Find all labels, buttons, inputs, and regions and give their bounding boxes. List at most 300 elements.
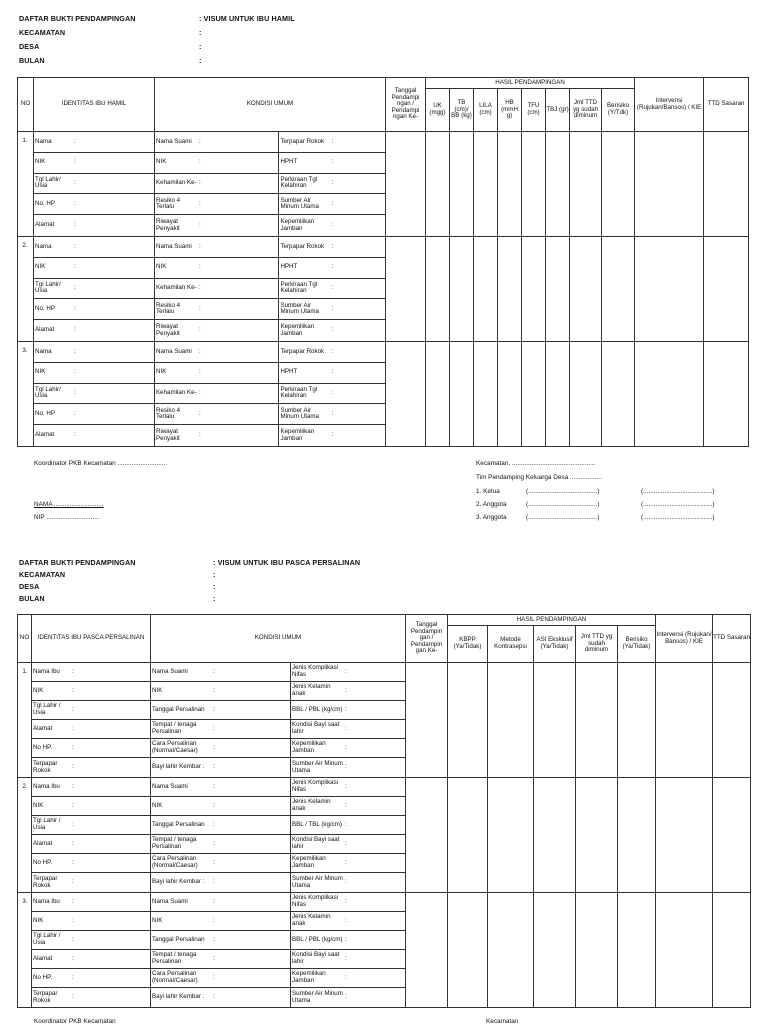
- f1-entry-cell: [546, 236, 570, 341]
- f1-kondisi-label: HPHT: [280, 263, 298, 271]
- f1-col-kondisi: KONDISI UMUM: [155, 78, 386, 132]
- f2-kondisi-a-cell-colon: :: [213, 667, 215, 675]
- f1-identitas-cell-label: Tgl Lahir/ Usia: [35, 175, 61, 190]
- f2-col-hasil: HASIL PENDAMPINGAN: [448, 615, 656, 626]
- f1-col-hb: HB (mmH g): [498, 89, 522, 132]
- f2-identitas-cell-colon: :: [72, 878, 74, 886]
- f1-kondisi-line: [279, 153, 385, 174]
- f2-kondisi-b-cell-colon: :: [345, 743, 347, 751]
- f1-kondisi-colon: :: [331, 137, 334, 145]
- f1-kondisi-label: Sumber Air Minum Utama: [280, 406, 319, 421]
- f1-identitas-cell-line: [34, 153, 154, 174]
- f2-kondisi-a-cell-label: Tanggal Persalinan: [152, 820, 205, 828]
- f2-kondisi-b-cell-colon: :: [345, 935, 347, 943]
- f2-kondisi-a-cell-label: Cara Persalinan (Normal/Caesar): [152, 970, 198, 984]
- form2-kecamatan-colon: :: [213, 570, 216, 579]
- f1-identitas-cell-line: [34, 279, 154, 300]
- f2-kondisi-a-cell-line: [151, 720, 290, 739]
- f1-identitas-cell-colon: :: [74, 304, 76, 312]
- f1-identitas-cell-label: NIK: [35, 263, 46, 271]
- f1-identitas-cell-line: [34, 320, 154, 341]
- f2-kondisi-a-cell-line: [151, 778, 290, 797]
- f2-identitas-cell-line: [32, 797, 150, 816]
- f2-kondisi-a-cell-label: Tanggal Persalinan: [152, 705, 205, 713]
- f1-identitas-cell-line: [34, 194, 154, 215]
- f2-identitas-cell-line: [32, 739, 150, 758]
- f2-entry-cell: [576, 893, 618, 1008]
- f1-kondisi-label: Sumber Air Minum Utama: [280, 301, 319, 316]
- f2-kondisi-a-cell-label: Tempat / tenaga Persalinan: [152, 721, 197, 735]
- f1-kecamatan: Kecamatan, ...............................................: [476, 460, 596, 467]
- f1-kondisi-label: Riwayat Penyakit: [156, 427, 180, 442]
- f2-kondisi-b-cell-colon: :: [345, 686, 347, 694]
- f1-kondisi-colon: :: [331, 199, 334, 207]
- f2-kondisi-a-cell-line: [151, 816, 290, 835]
- f2-identitas-cell-line: [32, 912, 150, 931]
- f1-identitas-cell-line: [34, 174, 154, 195]
- f2-identitas-cell-label: Terpapar Rokok: [33, 759, 58, 774]
- f2-kondisi-b-cell-label: Kondisi Bayi saat lahir: [292, 836, 340, 850]
- f1-entry-cell: [522, 236, 546, 341]
- f2-kondisi-a-cell-line: [151, 701, 290, 720]
- f1-identitas-cell-label: No. HP: [35, 304, 55, 312]
- f2-kondisi-a-cell: [151, 893, 291, 1008]
- f2-entry-cell: [534, 893, 576, 1008]
- f2-kondisi-b-cell-line: [291, 720, 405, 739]
- f2-row-number-text: 2.: [22, 783, 28, 790]
- f2-kondisi-a-cell-line: [151, 912, 290, 931]
- f2-kondisi-a-cell-label: NIK: [152, 916, 163, 924]
- f2-kondisi-a-cell-label: Cara Persalinan (Normal/Caesar): [152, 740, 198, 754]
- f1-kondisi-line: [155, 174, 278, 195]
- f2-col-intervensi: Intervensi (Rujukan/ Bansos) / KIE: [656, 615, 713, 663]
- f1-entry-cell: [474, 132, 498, 237]
- f1-kondisi-colon: :: [199, 263, 201, 271]
- f2-identitas-cell: [32, 893, 151, 1008]
- f1-entry-cell: [498, 341, 522, 446]
- f2-kondisi-a-cell-label: NIK: [152, 686, 163, 694]
- f1-kondisi-colon: :: [199, 179, 201, 187]
- f1-identitas-cell-colon: :: [74, 389, 76, 397]
- f2-kondisi-a-cell-colon: :: [213, 820, 215, 828]
- f1-kondisi-b: [279, 132, 385, 236]
- f2-kondisi-a-cell-colon: :: [213, 878, 215, 886]
- f1-col-hasil: HASIL PENDAMPINGAN: [426, 78, 635, 89]
- f2-row-number-text: 3.: [22, 898, 28, 905]
- f1-kondisi-colon: :: [331, 179, 334, 187]
- f2-kondisi-b-cell-label: Jenis Kelamin anak: [292, 798, 331, 812]
- f2-kondisi-b-cell-line: [291, 778, 405, 797]
- f2-identitas-cell-label: Alamat: [33, 839, 53, 847]
- f1-entry-cell: [546, 341, 570, 446]
- f1-kondisi-colon: :: [199, 304, 201, 312]
- f1-identitas-cell-colon: :: [74, 242, 76, 250]
- f1-kondisi-line: [155, 384, 278, 405]
- form1-table: [17, 77, 749, 447]
- f1-kondisi-a: [155, 237, 279, 341]
- f1-identitas-cell-colon: :: [74, 199, 76, 207]
- f1-identitas-cell-line: [34, 363, 154, 384]
- f2-entry-cell: [406, 893, 448, 1008]
- f1-kondisi-line: [155, 132, 278, 153]
- f2-identitas-cell-label: Nama Ibu: [33, 667, 60, 675]
- form1-kecamatan-label: KECAMATAN: [19, 28, 66, 37]
- f1-kondisi-colon: :: [199, 409, 201, 417]
- f2-identitas-cell-label: Alamat: [33, 954, 53, 962]
- f1-col-tbj: TBJ (gr): [546, 89, 570, 132]
- f2-identitas-cell-colon: :: [72, 935, 74, 943]
- f2-kondisi-b-cell-colon: :: [345, 839, 347, 847]
- f2-kondisi-a-cell-colon: :: [213, 973, 215, 981]
- f2-kondisi-b-cell-line: [291, 931, 405, 950]
- f2-identitas-cell-label: No HP.: [33, 743, 53, 751]
- f1-kondisi-cell: [155, 132, 386, 237]
- f1-kondisi-label: Resiko 4 Terlalu: [156, 196, 181, 211]
- f1-entry-cell: [386, 132, 426, 237]
- f1-kondisi-line: [279, 342, 385, 363]
- form2-header: [19, 558, 459, 608]
- f1-identitas-cell-label: Nama: [35, 137, 52, 145]
- f1-col-uk: UK (mgg): [426, 89, 450, 132]
- f1-identitas-cell-line: [34, 132, 154, 153]
- f1-entry-cell: [450, 236, 474, 341]
- f1-kondisi-label: Resiko 4 Terlalu: [156, 406, 181, 421]
- f1-kondisi-colon: :: [331, 326, 334, 334]
- f1-entry-cell: [522, 132, 546, 237]
- f2-kondisi-a-cell-colon: :: [213, 916, 215, 924]
- f1-kondisi-colon: :: [199, 137, 201, 145]
- f1-entry-cell: [602, 236, 635, 341]
- f2-kondisi-b-cell-line: [291, 950, 405, 969]
- form2-bulan-colon: :: [213, 594, 216, 603]
- f1-kondisi-label: NIK: [156, 263, 167, 271]
- f1-kondisi-line: [279, 299, 385, 320]
- f2-kondisi-b-cell-colon: :: [345, 782, 347, 790]
- f1-col-ttd: TTD Sasaran: [704, 78, 749, 132]
- f2-kondisi-b-cell-colon: :: [345, 993, 347, 1001]
- f2-identitas-cell-label: Nama Ibu: [33, 897, 60, 905]
- f1-identitas-cell-line: [34, 258, 154, 279]
- f2-kondisi-b-cell-line: [291, 739, 405, 758]
- form1-title: DAFTAR BUKTI PENDAMPINGAN: [19, 14, 136, 23]
- f2-identitas-cell-line: [32, 778, 150, 797]
- f1-identitas-cell: [34, 341, 155, 446]
- f2-kondisi-a-cell-colon: :: [213, 858, 215, 866]
- f1-kondisi-line: [279, 258, 385, 279]
- f1-kondisi-colon: :: [331, 409, 334, 417]
- f1-identitas-cell-colon: :: [74, 221, 76, 229]
- f2-entry-cell: [656, 778, 713, 893]
- f1-entry-cell: [635, 236, 704, 341]
- form1-bulan-label: BULAN: [19, 56, 45, 65]
- f1-col-no: NO: [18, 78, 34, 132]
- f2-kondisi-a-cell-line: [151, 893, 290, 912]
- f1-kondisi-label: Riwayat Penyakit: [156, 322, 180, 337]
- f1-col-tanggal: Tanggal Pendampi ngan / Pendampi ngan Ke-: [386, 78, 426, 132]
- f2-kondisi-a-cell-colon: :: [213, 705, 215, 713]
- f1-row-number-text: 1.: [22, 137, 28, 144]
- f2-row-number: [18, 778, 32, 893]
- f1-kondisi-colon: :: [199, 242, 201, 250]
- f1-identitas-cell-colon: :: [74, 326, 76, 334]
- f1-row: [18, 341, 749, 446]
- f2-entry-cell: [656, 663, 713, 778]
- f2-kondisi-a-cell-line: [151, 854, 290, 873]
- f2-kondisi-b-cell-line: [291, 816, 405, 835]
- f1-kondisi-line: [155, 153, 278, 174]
- f1-ketua-dots: (.......................................): [526, 488, 600, 495]
- f2-col-kondisi: KONDISI UMUM: [151, 615, 406, 663]
- f1-entry-cell: [546, 132, 570, 237]
- f2-identitas-cell-line: [32, 893, 150, 912]
- f1-identitas-cell-line: [34, 384, 154, 405]
- f1-row: [18, 132, 749, 237]
- f1-col-lila: LILA (cm): [474, 89, 498, 132]
- f2-entry-cell: [618, 778, 656, 893]
- f2-entry-cell: [448, 893, 488, 1008]
- f2-kondisi-b-cell-colon: :: [345, 878, 347, 886]
- f2-identitas-cell-label: No HP.: [33, 858, 53, 866]
- f1-kondisi-label: Kehamilan Ke-: [156, 284, 197, 292]
- f1-kondisi-label: Perkiraan Tgl Kelahiran: [280, 385, 318, 400]
- f2-kondisi-b-cell-label: Kepemilikan Jamban: [292, 740, 326, 754]
- f2-identitas-cell-colon: :: [72, 858, 74, 866]
- f1-kondisi-label: NIK: [156, 368, 167, 376]
- f1-entry-cell: [474, 236, 498, 341]
- f1-kondisi-colon: :: [331, 431, 334, 439]
- f2-kondisi-a-cell-colon: :: [213, 993, 215, 1001]
- f1-kondisi-b: [279, 237, 385, 341]
- f2-entry-cell: [713, 663, 751, 778]
- f1-kondisi-label: Resiko 4 Terlalu: [156, 301, 181, 316]
- form1-title-value: : VISUM UNTUK IBU HAMIL: [199, 14, 295, 23]
- f2-kondisi-a-cell-colon: :: [213, 897, 215, 905]
- f2-identitas-cell-colon: :: [72, 820, 74, 828]
- f2-entry-cell: [488, 663, 534, 778]
- f1-row-number-text: 3.: [22, 346, 28, 354]
- f1-kondisi-label: Kehamilan Ke-: [156, 179, 197, 187]
- f1-identitas-cell-label: No. HP: [35, 199, 55, 207]
- f2-identitas-cell-colon: :: [72, 801, 74, 809]
- f1-identitas-cell-colon: :: [74, 409, 76, 417]
- f2-kondisi-a-cell-line: [151, 931, 290, 950]
- f2-kondisi-b-cell-line: [291, 988, 405, 1007]
- f1-nama: NAMA ............................: [34, 501, 104, 508]
- f2-col-jml-ttd: Jml TTD yg sudah diminum: [576, 626, 618, 663]
- f2-kondisi-a-cell-colon: :: [213, 743, 215, 751]
- f2-row-number: [18, 893, 32, 1008]
- f2-kondisi-b-cell-line: [291, 873, 405, 892]
- f2-identitas-cell-line: [32, 950, 150, 969]
- f1-entry-cell: [602, 132, 635, 237]
- f1-entry-cell: [474, 341, 498, 446]
- f1-identitas-cell-colon: :: [74, 263, 76, 271]
- f2-kondisi-b-cell-colon: :: [345, 973, 347, 981]
- f2-row: [18, 778, 751, 893]
- f1-kondisi-line: [155, 299, 278, 320]
- f1-identitas-cell-label: Alamat: [35, 326, 55, 334]
- f2-kondisi-a-cell: [151, 663, 291, 778]
- f1-identitas-cell-colon: :: [74, 158, 76, 166]
- f1-nip: NIP ..............................: [34, 514, 100, 521]
- f1-entry-cell: [498, 236, 522, 341]
- f1-identitas-cell-label: NIK: [35, 158, 46, 166]
- form1-kecamatan-colon: :: [199, 28, 202, 37]
- f1-kondisi-label: Terpapar Rokok: [280, 347, 325, 355]
- form1-desa-colon: :: [199, 42, 202, 51]
- f2-kondisi-a-cell-line: [151, 797, 290, 816]
- f1-kondisi-label: Nama Suami: [156, 242, 192, 250]
- f2-kondisi-b-cell-colon: :: [345, 667, 347, 675]
- f1-entry-cell: [635, 132, 704, 237]
- f1-identitas-cell: [34, 132, 155, 237]
- f1-kondisi-b: [279, 342, 385, 446]
- f1-kondisi-line: [155, 342, 278, 363]
- f1-identitas-cell: [34, 236, 155, 341]
- f2-kondisi-b-cell-label: Jenis Kelamin anak: [292, 913, 331, 927]
- f1-kondisi-label: Kehamilan Ke-: [156, 389, 197, 397]
- f2-entry-cell: [534, 778, 576, 893]
- f2-identitas-cell-label: Nama Ibu: [33, 782, 60, 790]
- f2-identitas-cell-colon: :: [72, 724, 74, 732]
- f1-kondisi-label: Kepemilikan Jamban: [280, 427, 315, 442]
- f1-entry-cell: [450, 132, 474, 237]
- f1-kondisi-label: Nama Suami: [156, 137, 192, 145]
- f2-entry-cell: [618, 663, 656, 778]
- form2-bulan-label: BULAN: [19, 594, 45, 603]
- f1-ketua: 1. Ketua: [476, 488, 500, 495]
- f1-entry-cell: [570, 236, 602, 341]
- form1-bulan-colon: :: [199, 56, 202, 65]
- f2-kondisi-a-cell-line: [151, 682, 290, 701]
- f1-anggota2: 3. Anggota: [476, 514, 507, 521]
- f2-identitas-cell-colon: :: [72, 743, 74, 751]
- f1-kondisi-line: [279, 215, 385, 236]
- f2-identitas-cell-label: NIK: [33, 916, 44, 924]
- f1-identitas-cell-label: Tgl Lahir/ Usia: [35, 385, 61, 400]
- f2-kondisi-b-cell-colon: :: [345, 916, 347, 924]
- f1-kondisi-label: Kepemilikan Jamban: [280, 217, 315, 232]
- f1-identitas-cell-line: [34, 404, 154, 425]
- f1-entry-cell: [570, 341, 602, 446]
- f1-tim: Tim Pendamping Keluarga Desa ..................: [476, 474, 602, 481]
- f2-entry-cell: [534, 663, 576, 778]
- f1-entry-cell: [450, 341, 474, 446]
- f2-kondisi-a-cell-line: [151, 873, 290, 892]
- f2-identitas-cell-line: [32, 720, 150, 739]
- f1-kondisi-colon: :: [331, 368, 334, 376]
- f2-entry-cell: [713, 893, 751, 1008]
- f1-kondisi-colon: :: [331, 263, 334, 271]
- f1-kondisi-a: [155, 132, 279, 236]
- f1-kondisi-label: Terpapar Rokok: [280, 242, 325, 250]
- f1-entry-cell: [386, 236, 426, 341]
- f2-kondisi-b-cell-label: Jenis Kelamin anak: [292, 683, 331, 697]
- f1-entry-cell: [386, 341, 426, 446]
- f2-identitas-cell-colon: :: [72, 667, 74, 675]
- f2-identitas-cell-colon: :: [72, 839, 74, 847]
- f1-kondisi-colon: :: [331, 242, 334, 250]
- f2-kecamatan: Kecamatan: [486, 1018, 519, 1025]
- f2-kondisi-b-cell-label: Sumber Air Minum Utama: [292, 874, 343, 889]
- f2-kondisi-a-cell-label: Tempat / tenaga Persalinan: [152, 836, 197, 850]
- f2-kondisi-b-cell-colon: :: [345, 724, 347, 732]
- f1-anggota1-dots: (.......................................): [526, 501, 600, 508]
- f2-kondisi-b-cell-line: [291, 854, 405, 873]
- f1-kondisi-label: NIK: [156, 158, 167, 166]
- f1-kondisi-label: Perkiraan Tgl Kelahiran: [280, 175, 318, 190]
- f1-entry-cell: [426, 341, 450, 446]
- f2-kondisi-b-cell-colon: :: [345, 763, 347, 771]
- f1-entry-cell: [426, 132, 450, 237]
- f2-entry-cell: [406, 663, 448, 778]
- f2-kondisi-a-cell-label: Bayi lahir Kembar :: [152, 878, 205, 886]
- f2-col-berisiko: Berisiko (Ya/Tidak): [618, 626, 656, 663]
- f1-kondisi-line: [279, 194, 385, 215]
- f1-row-number-text: 2.: [22, 241, 28, 249]
- f1-kondisi-colon: :: [199, 158, 201, 166]
- f2-kondisi-b-cell-colon: :: [345, 801, 347, 809]
- f1-entry-cell: [704, 341, 749, 446]
- f2-entry-cell: [488, 778, 534, 893]
- f1-kondisi-line: [279, 404, 385, 425]
- f1-col-tb: TB (cm)/ BB (kg): [450, 89, 474, 132]
- f2-kondisi-b-cell-label: Sumber Air Minum Utama: [292, 759, 343, 774]
- f2-kondisi-a-cell-colon: :: [213, 724, 215, 732]
- f2-identitas-cell-line: [32, 931, 150, 950]
- f2-identitas-cell: [32, 663, 151, 778]
- f2-kondisi-b-cell-line: [291, 797, 405, 816]
- f1-kondisi-label: Terpapar Rokok: [280, 137, 325, 145]
- f1-col-berisiko: Berisiko (Y/Tdk): [602, 89, 635, 132]
- f2-identitas-cell-line: [32, 758, 150, 777]
- f2-entry-cell: [618, 893, 656, 1008]
- f1-anggota2-dots-right: (.......................................): [641, 514, 715, 521]
- f1-kondisi-line: [279, 174, 385, 195]
- f1-identitas-cell-label: Tgl Lahir/ Usia: [35, 280, 61, 295]
- f2-entry-cell: [576, 663, 618, 778]
- f2-identitas-cell-label: No HP.: [33, 973, 53, 981]
- f1-identitas-cell-line: [34, 425, 154, 446]
- f2-kondisi-b-cell: [291, 663, 406, 778]
- f2-kondisi-b-cell-label: Kondisi Bayi saat lahir: [292, 721, 340, 735]
- f1-anggota1: 2. Anggota: [476, 501, 507, 508]
- f2-kondisi-a-cell-label: Bayi lahir Kembar :: [152, 763, 205, 771]
- f1-kondisi-cell: [155, 236, 386, 341]
- f1-col-intervensi: Intervensi (Rujukan/Bansos) / KIE: [635, 78, 704, 132]
- f2-entry-cell: [448, 778, 488, 893]
- f2-kondisi-b-cell-line: [291, 912, 405, 931]
- f1-kondisi-line: [155, 363, 278, 384]
- f1-kondisi-label: Riwayat Penyakit: [156, 217, 180, 232]
- f2-identitas-cell-colon: :: [72, 705, 74, 713]
- f2-col-identitas: IDENTITAS IBU PASCA PERSALINAN: [32, 615, 151, 663]
- f2-kondisi-a-cell-line: [151, 950, 290, 969]
- f1-ketua-dots-right: (.......................................): [641, 488, 715, 495]
- f1-entry-cell: [635, 341, 704, 446]
- f1-kondisi-line: [279, 363, 385, 384]
- f1-kondisi-colon: :: [199, 284, 201, 292]
- f2-kondisi-b-cell-line: [291, 663, 405, 682]
- f1-kondisi-line: [155, 194, 278, 215]
- f2-col-asi: ASI Eksklusif (Ya/Tidak): [534, 626, 576, 663]
- f2-identitas-cell-line: [32, 816, 150, 835]
- f1-identitas-cell-label: NIK: [35, 368, 46, 376]
- f2-kondisi-b-cell-line: [291, 893, 405, 912]
- f2-identitas-cell-label: Tgl Lahir / Usia: [33, 702, 61, 716]
- f1-identitas-cell-line: [34, 299, 154, 320]
- f1-kondisi-label: Perkiraan Tgl Kelahiran: [280, 280, 318, 295]
